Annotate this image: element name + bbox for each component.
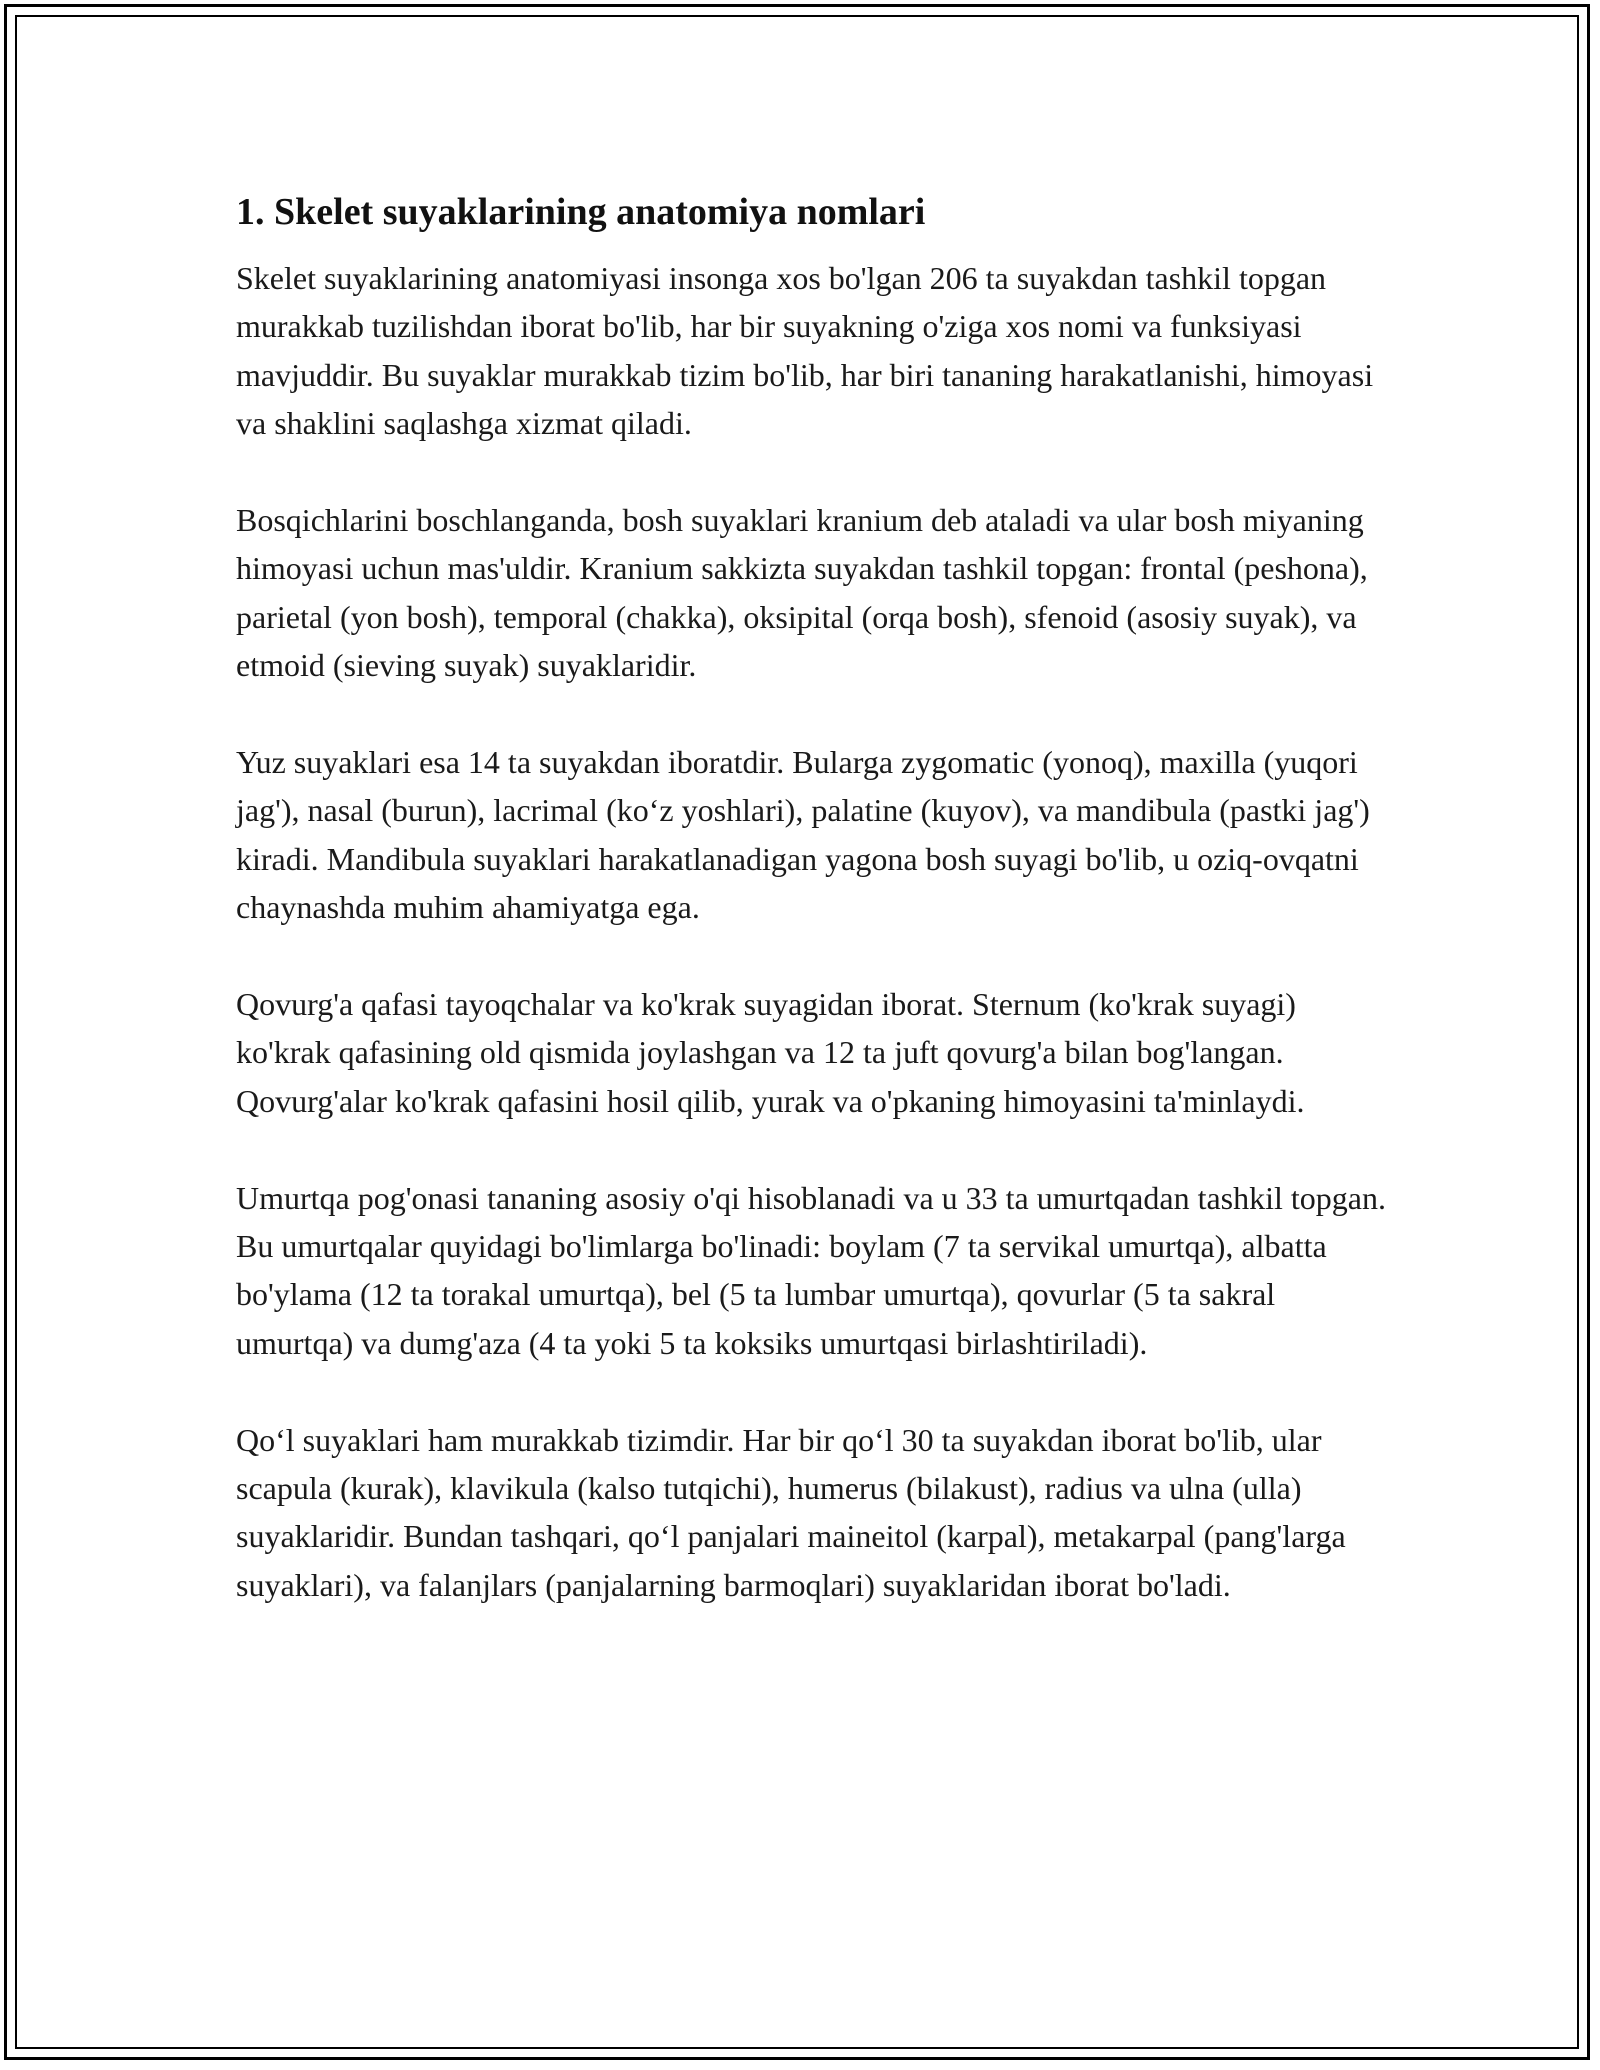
paragraph-spine: Umurtqa pog'onasi tananing asosiy o'qi hisoblanadi va u 33 ta umurtqadan tashkil topgan. Bu umurtqalar quyidagi bo'limlarga bo'linadi: boylam (7 ta servikal umurtqa), albatta bo'ylama (12 ta torakal umurtqa), bel (5 ta lumbar umurtqa), qovurlar (5 ta sakral umurtqa) va dumg'aza (4 ta yoki 5 ta koksiks umurtqasi birlashtiriladi). — [236, 1179, 1386, 1361]
paragraph-rib-cage: Qovurg'a qafasi tayoqchalar va ko'krak suyagidan iborat. Sternum (ko'krak suyagi) ko'krak qafasining old qismida joylashgan va 12 ta juft qovurg'a bilan bog'langan. Qovurg'alar ko'krak qafasini hosil qilib, yurak va o'pkaning himoyasini ta'minlaydi. — [236, 986, 1305, 1119]
paragraph-cranium: Bosqichlarini boschlanganda, bosh suyaklari kranium deb ataladi va ular bosh miyaning himoyasi uchun mas'uldir. Kranium sakkizta suyakdan tashkil topgan: frontal (peshona), parietal (yon bosh), temporal (chakka), oksipital (orqa bosh), sfenoid (asosiy suyak), va etmoid (sieving suyak) suyaklaridir. — [236, 502, 1368, 684]
page-title: 1. Skelet suyaklarining anatomiya nomlari — [236, 191, 926, 233]
paragraph-arm-bones: Qo‘l suyaklari ham murakkab tizimdir. Har bir qo‘l 30 ta suyakdan iborat bo'lib, ular scapula (kurak), klavikula (kalso tutqichi), humerus (bilakust), radius va ulna (ulla) suyaklaridir. Bundan tashqari, qo‘l panjalari maineitol (karpal), metakarpal (pang'larga suyaklari), va falanjlars (panjalarning barmoqlari) suyaklaridan iborat bo'ladi. — [236, 1421, 1346, 1603]
paragraph-facial-bones: Yuz suyaklari esa 14 ta suyakdan iboratdir. Bularga zygomatic (yonoq), maxilla (yuqori jag'), nasal (burun), lacrimal (ko‘z yoshlari), palatine (kuyov), va mandibula (pastki jag') kiradi. Mandibula suyaklari harakatlanadigan yagona bosh suyagi bo'lib, u oziq-ovqatni chaynashda muhim ahamiyatga ega. — [236, 744, 1370, 926]
document-body — [236, 188, 1386, 1609]
paragraph-intro: Skelet suyaklarining anatomiyasi insonga xos bo'lgan 206 ta suyakdan tashkil topgan murakkab tuzilishdan iborat bo'lib, har bir suyakning o'ziga xos nomi va funksiyasi mavjuddir. Bu suyaklar murakkab tizim bo'lib, har biri tananing harakatlanishi, himoyasi va shaklini saqlashga xizmat qiladi. — [236, 260, 1374, 442]
